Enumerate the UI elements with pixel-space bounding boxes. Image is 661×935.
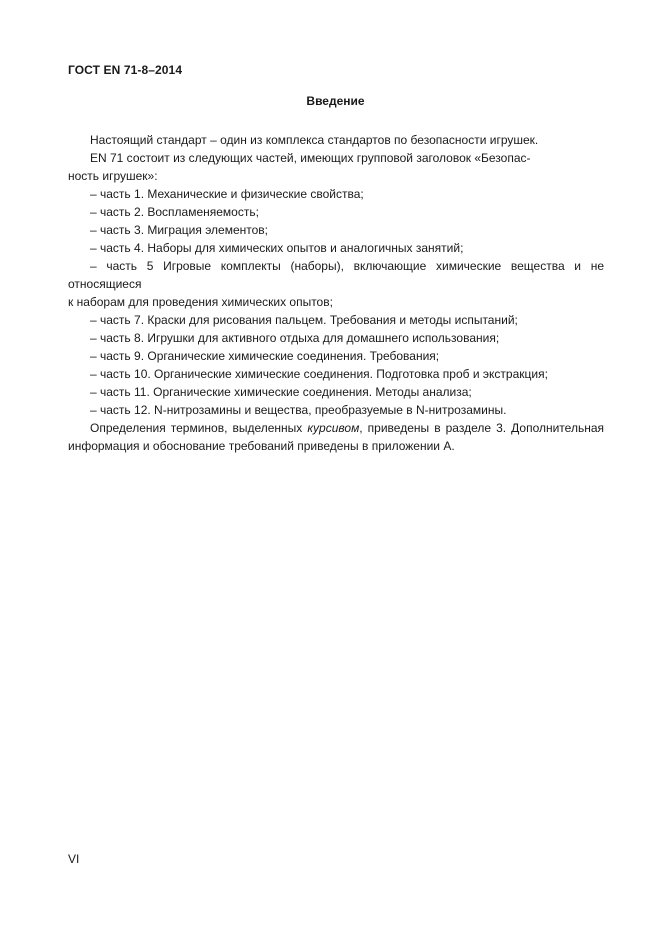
part-11: – часть 11. Органические химические соединения. Методы анализа; [90, 385, 472, 399]
part-10: – часть 10. Органические химические соединения. Подготовка проб и экстракция; [90, 367, 548, 381]
series-line-2: ность игрушек»: [68, 169, 158, 183]
intro-paragraph: Настоящий стандарт – один из комплекса стандартов по безопасности игрушек. [90, 133, 539, 147]
part-5-line-2: относящиеся [68, 277, 142, 291]
part-1: – часть 1. Механические и физические свойства; [90, 187, 364, 201]
section-title: Введение [306, 94, 365, 108]
part-4: – часть 4. Наборы для химических опытов и аналогичных занятий; [90, 241, 464, 255]
part-8: – часть 8. Игрушки для активного отдыха для домашнего использования; [90, 331, 500, 345]
definitions-text-start: Определения терминов, выделенных [90, 421, 303, 435]
definitions-text-end: , приведены в разделе 3. Дополнительная информация и обоснование требований приведены в приложении А. [68, 421, 604, 453]
part-12: – часть 12. N-нитрозамины и вещества, преобразуемые в N-нитрозамины. [90, 403, 507, 417]
page-number: VI [68, 852, 80, 866]
standard-code: ГОСТ EN 71-8–2014 [68, 63, 183, 77]
italic-term: курсивом [307, 421, 360, 435]
series-line-1: EN 71 состоит из следующих частей, имеющих групповой заголовок «Безопас- [90, 151, 531, 165]
definitions-paragraph [68, 419, 604, 455]
part-5-line-3: к наборам для проведения химических опытов; [68, 295, 333, 309]
document-body [68, 131, 604, 455]
part-3: – часть 3. Миграция элементов; [90, 223, 269, 237]
part-2: – часть 2. Воспламеняемость; [90, 205, 259, 219]
part-5-line-1: – часть 5 Игровые комплекты (наборы), включающие химические вещества и не [90, 259, 604, 273]
part-7: – часть 7. Краски для рисования пальцем. Требования и методы испытаний; [90, 313, 518, 327]
part-9: – часть 9. Органические химические соединения. Требования; [90, 349, 440, 363]
